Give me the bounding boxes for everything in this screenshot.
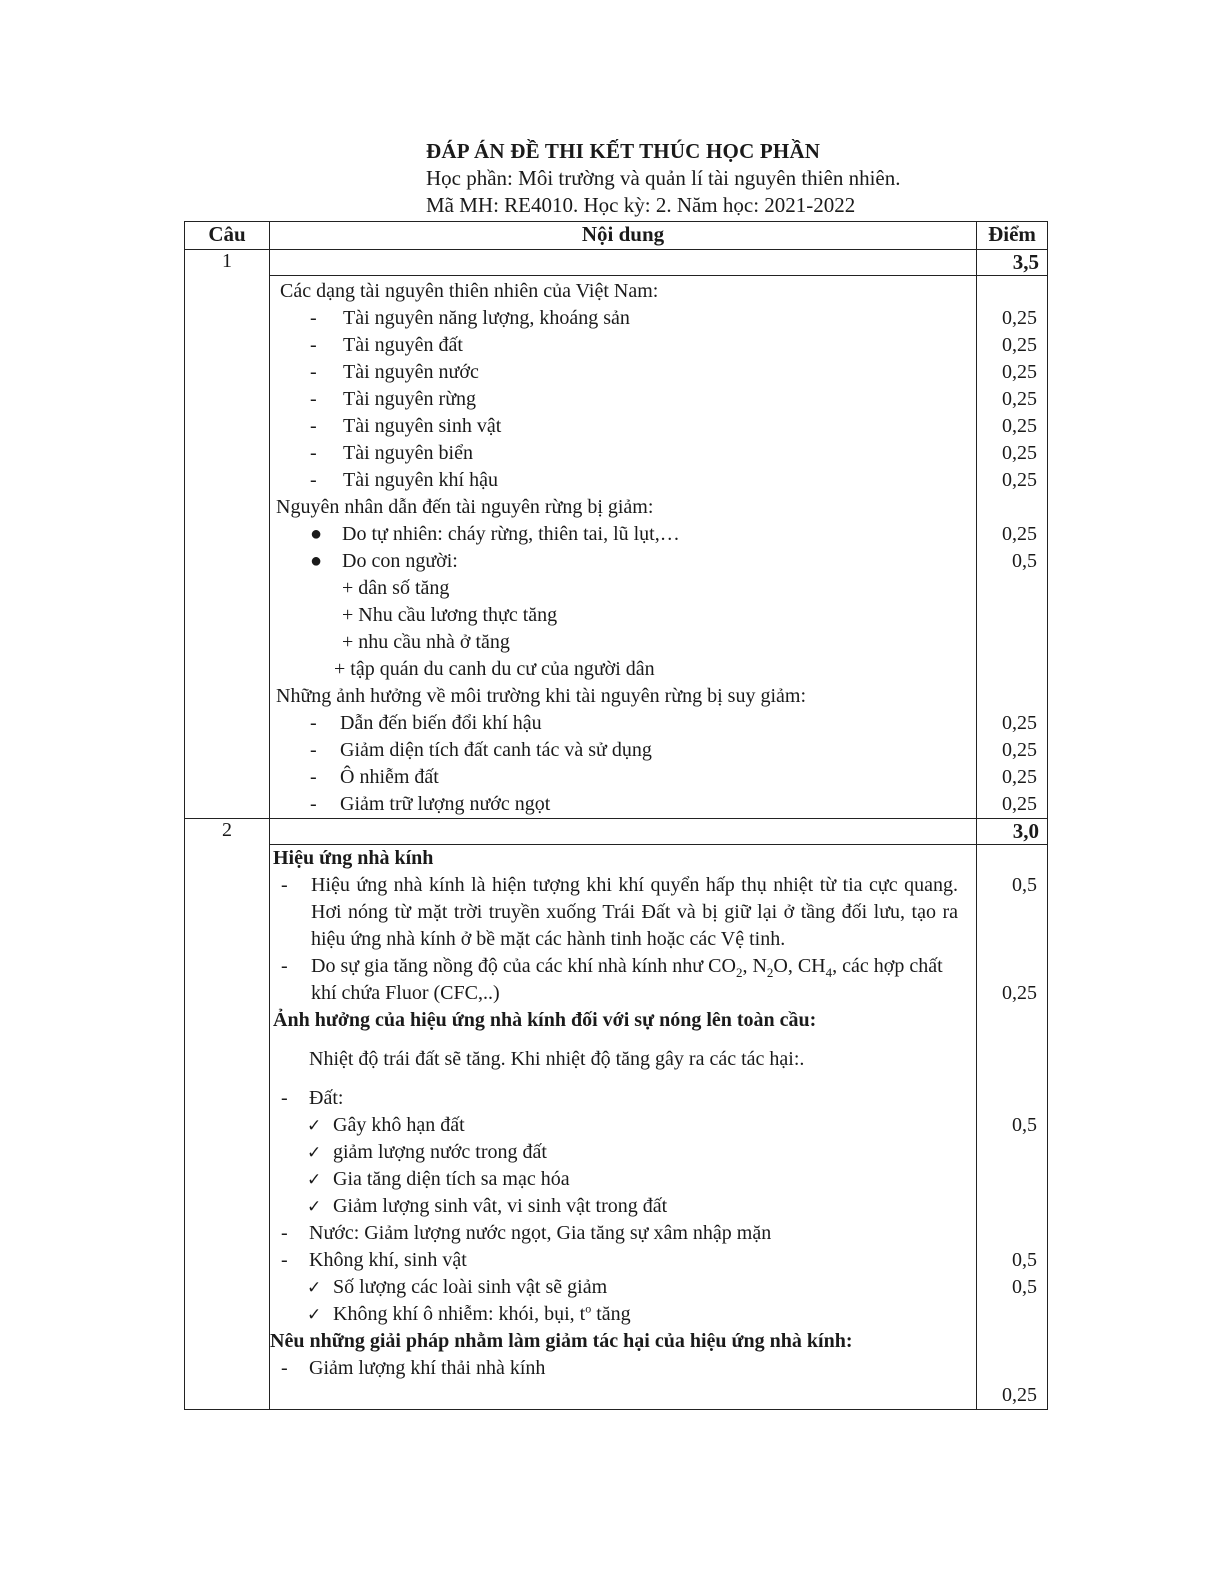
- list-item: - Dẫn đến biến đổi khí hậu: [310, 712, 542, 734]
- points-value: 0,5: [1012, 1249, 1037, 1271]
- points-value: 0,25: [1002, 982, 1037, 1004]
- course-name: Học phần: Môi trường và quản lí tài nguyên thiên nhiên.: [426, 166, 901, 190]
- q1-heading-effects: Những ảnh hưởng về môi trường khi tài nguyên rừng bị suy giảm:: [276, 685, 807, 707]
- list-item: - Giảm trữ lượng nước ngọt: [310, 793, 551, 815]
- q1-content: [270, 276, 977, 819]
- check-item: ✓ Gây khô hạn đất: [273, 1112, 970, 1139]
- sub-item: + nhu cầu nhà ở tăng: [342, 631, 510, 653]
- points-value: 0,25: [1002, 766, 1037, 788]
- list-item: - Tài nguyên biển: [310, 442, 473, 464]
- list-item: - Tài nguyên rừng: [310, 388, 477, 410]
- points-value: 0,5: [1012, 1276, 1037, 1298]
- check-item: ✓ Số lượng các loài sinh vật sẽ giảm: [273, 1274, 970, 1301]
- points-value: 0,25: [1002, 469, 1037, 491]
- points-value: 0,5: [1012, 550, 1037, 572]
- list-item: - Giảm diện tích đất canh tác và sử dụng: [310, 739, 652, 761]
- q1-summary-row: [185, 250, 1048, 276]
- check-item: ✓ Giảm lượng sinh vât, vi sinh vật trong đất: [273, 1193, 970, 1220]
- check-item: ✓ giảm lượng nước trong đất: [273, 1139, 970, 1166]
- q2-heading-solutions: Nêu những giải pháp nhằm làm giảm tác hại của hiệu ứng nhà kính:: [270, 1330, 853, 1352]
- header-cau: Câu: [185, 222, 270, 250]
- table-header-row: [185, 222, 1048, 250]
- check-icon: ✓: [307, 1116, 322, 1136]
- q2-heading-greenhouse: Hiệu ứng nhà kính: [273, 847, 434, 869]
- check-item: ✓ Gia tăng diện tích sa mạc hóa: [273, 1166, 970, 1193]
- points-value: 0,5: [1012, 1114, 1037, 1136]
- points-value: 0,25: [1002, 442, 1037, 464]
- q1-points: [977, 276, 1048, 819]
- check-icon: ✓: [307, 1170, 322, 1190]
- list-item: - Ô nhiễm đất: [310, 766, 439, 788]
- answer-table: [184, 221, 1048, 1410]
- list-item: - Tài nguyên nước: [310, 361, 479, 383]
- points-value: 0,25: [1002, 415, 1037, 437]
- points-value: 0,25: [1002, 388, 1037, 410]
- q1-number: 1: [185, 250, 270, 819]
- q1-body-row: [185, 276, 1048, 819]
- sub-item: + dân số tăng: [342, 577, 450, 599]
- q2-body-row: [185, 845, 1048, 1410]
- list-item: - Không khí, sinh vật: [281, 1249, 467, 1271]
- check-icon: ✓: [307, 1143, 322, 1163]
- points-value: 0,25: [1002, 739, 1037, 761]
- list-item: - Tài nguyên sinh vật: [310, 415, 502, 437]
- document-title: ĐÁP ÁN ĐỀ THI KẾT THÚC HỌC PHẦN: [426, 139, 821, 163]
- q2-content: [270, 845, 977, 1410]
- q2-number: 2: [185, 819, 270, 1410]
- q2-causes: - Do sự gia tăng nồng độ của các khí nhà kính như $CO_2$, $N_2O$, $CH_4$, các hợp chất khí chứa Fluor (CFC,..): [281, 955, 943, 1004]
- check-icon: ✓: [307, 1305, 322, 1325]
- q1-heading-resources: Các dạng tài nguyên thiên nhiên của Việt Nam:: [280, 280, 659, 302]
- header-content: Nội dung: [270, 222, 977, 250]
- q1-total: 3,5: [977, 250, 1048, 276]
- list-item: - Tài nguyên đất: [310, 334, 463, 356]
- sub-item: + Nhu cầu lương thực tăng: [342, 604, 558, 626]
- check-item: ✓ Không khí ô nhiễm: khói, bụi, $t^o$ tăng: [273, 1301, 970, 1328]
- list-item: - Giảm lượng khí thải nhà kính: [281, 1357, 546, 1379]
- list-item: - Nước: Giảm lượng nước ngọt, Gia tăng sự xâm nhập mặn: [281, 1222, 772, 1244]
- points-value: 0,25: [1002, 334, 1037, 356]
- q2-summary-row: [185, 819, 1048, 845]
- points-value: 0,25: [1002, 712, 1037, 734]
- q2-definition: - Hiệu ứng nhà kính là hiện tượng khi khí quyển hấp thụ nhiệt từ tia cực quang. Hơi nóng từ mặt trời truyền xuống Trái Đất và bị giữ lại ở tầng đối lưu, tạo ra hiệu ứng nhà kính ở bề mặt các hành tinh hoặc các Vệ tinh.: [281, 874, 958, 950]
- q2-heading-impact: Ảnh hưởng của hiệu ứng nhà kính đối với sự nóng lên toàn cầu:: [273, 1009, 817, 1031]
- check-icon: ✓: [307, 1197, 322, 1217]
- list-item: - Tài nguyên khí hậu: [310, 469, 498, 491]
- bullet-item: ● Do tự nhiên: cháy rừng, thiên tai, lũ lụt,…: [310, 523, 680, 545]
- bullet-item: ● Do con người:: [310, 550, 458, 572]
- list-item: - Đất:: [281, 1087, 344, 1109]
- check-icon: ✓: [307, 1278, 322, 1298]
- points-value: 0,25: [1002, 361, 1037, 383]
- q2-total: 3,0: [977, 819, 1048, 845]
- points-value: 0,25: [1002, 307, 1037, 329]
- q1-heading-causes: Nguyên nhân dẫn đến tài nguyên rừng bị giảm:: [276, 496, 654, 518]
- list-item: - Tài nguyên năng lượng, khoáng sản: [310, 307, 630, 329]
- q2-intro: Nhiệt độ trái đất sẽ tăng. Khi nhiệt độ tăng gây ra các tác hại:.: [309, 1048, 805, 1070]
- points-value: 0,25: [1002, 1384, 1037, 1406]
- points-value: 0,25: [1002, 523, 1037, 545]
- points-value: 0,25: [1002, 793, 1037, 815]
- sub-item: + tập quán du canh du cư của người dân: [334, 658, 655, 680]
- points-value: 0,5: [1012, 874, 1037, 896]
- course-info: Mã MH: RE4010. Học kỳ: 2. Năm học: 2021-2022: [426, 193, 856, 217]
- header-points: Điểm: [977, 222, 1048, 250]
- document-header: [426, 138, 900, 219]
